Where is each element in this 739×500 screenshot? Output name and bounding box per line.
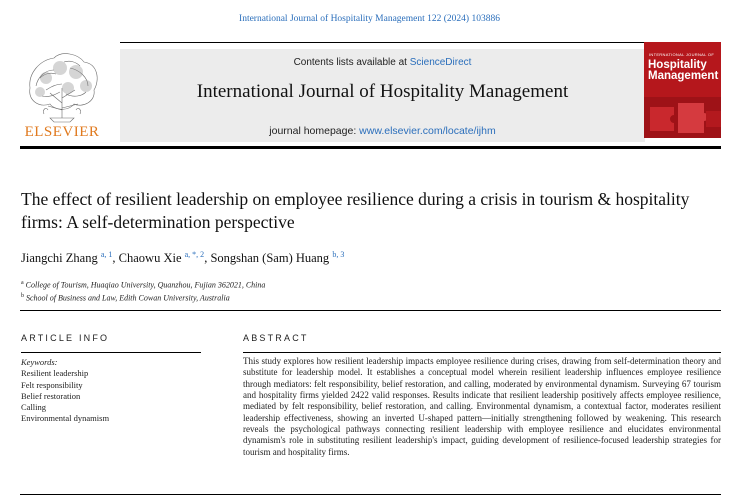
keyword-item: Felt responsibility (21, 379, 83, 390)
cover-title-line-2: Management (648, 70, 719, 82)
contents-prefix: Contents lists available at (293, 57, 410, 68)
affiliation-item (21, 291, 265, 304)
author-name[interactable]: Chaowu Xie (118, 251, 182, 266)
journal-citation[interactable]: International Journal of Hospitality Management 122 (2024) 103886 (239, 14, 500, 24)
article-info-rule (21, 352, 201, 353)
keywords-label: Keywords: (21, 357, 58, 367)
affiliation-item (21, 278, 265, 291)
abstract-bottom-rule (20, 494, 721, 495)
masthead-top-rule (120, 42, 645, 43)
affiliation-marker: b (21, 292, 24, 299)
keyword-item: Calling (21, 402, 47, 413)
homepage-line (120, 125, 645, 137)
homepage-prefix: journal homepage: (269, 125, 360, 137)
author-name[interactable]: Jiangchi Zhang (21, 251, 98, 266)
cover-subtitle: INTERNATIONAL JOURNAL OF (649, 52, 715, 57)
abstract-rule (243, 352, 721, 353)
journal-title: International Journal of Hospitality Management (196, 81, 569, 102)
abstract-heading: ABSTRACT (243, 333, 309, 343)
publisher-name: ELSEVIER (24, 124, 100, 140)
author-name[interactable]: Songshan (Sam) Huang (210, 251, 330, 266)
sciencedirect-link[interactable]: ScienceDirect (409, 57, 472, 68)
affiliation-text: College of Tourism, Huaqiao University, Quanzhou, Fujian 362021, China (25, 280, 266, 290)
contents-line (120, 57, 645, 68)
keyword-item: Environmental dynamism (21, 413, 110, 424)
affiliation-list (21, 278, 265, 303)
section-divider (20, 310, 721, 311)
cover-puzzle-graphic-icon (644, 97, 721, 138)
journal-masthead (20, 42, 721, 142)
article-info-heading: ARTICLE INFO (21, 333, 110, 343)
keyword-item: Belief restoration (21, 390, 81, 401)
keyword-item: Resilient leadership (21, 368, 89, 379)
homepage-link[interactable]: www.elsevier.com/locate/ijhm (359, 125, 496, 137)
author-affiliation-marker[interactable]: b, 3 (332, 250, 345, 259)
article-title: The effect of resilient leadership on employee resilience during a crisis in tourism & hospitality firms: A self-determination perspective (21, 189, 690, 232)
author-affiliation-marker[interactable]: a, 1 (100, 250, 113, 259)
abstract-body: This study explores how resilient leadership impacts employee resilience during crises, drawing from self-determination theory and substitute for leadership model. It establishes a conceptual model wherein resilient leadership influences employee resilience through mediators: felt responsibility, belief restoration, and calling, moderated by environmental dynamism. Surveying 67 tourism and hospitality firms yielded 2422 valid responses. Results indicate that resilient leadership positively affects employee resilience, mediated by felt responsibility, belief restoration, and calling. Environmental dynamism, a contextual factor, moderates resilient leadership effectiveness, showing an inverted U-shaped pattern—initially strengthening followed by weakening. This research reveals the psychological pathways connecting resilient leadership with employee resilience and elucidates environmental dynamism's role in substituting resilient leadership's impact, guiding development of resilience-focused leadership strategies for tourism and hospitality firms. (243, 356, 721, 457)
journal-cover-thumbnail[interactable] (644, 42, 721, 138)
journal-banner (120, 49, 645, 142)
header-thick-rule (20, 146, 721, 149)
cover-title-line-1: Hospitality (648, 59, 707, 71)
keywords-panel (21, 357, 211, 425)
author-list: Jiangchi Zhang $^{a, 1}$, Chaowu Xie $^{a, *, 2}$, Songshan (Sam) Huang $^{b, 3}$ (21, 250, 345, 266)
affiliation-marker: a (21, 280, 24, 286)
affiliation-text: School of Business and Law, Edith Cowan University, Australia (26, 293, 230, 303)
cover-title (648, 60, 718, 82)
author-affiliation-marker[interactable]: a, *, 2 (184, 250, 205, 259)
